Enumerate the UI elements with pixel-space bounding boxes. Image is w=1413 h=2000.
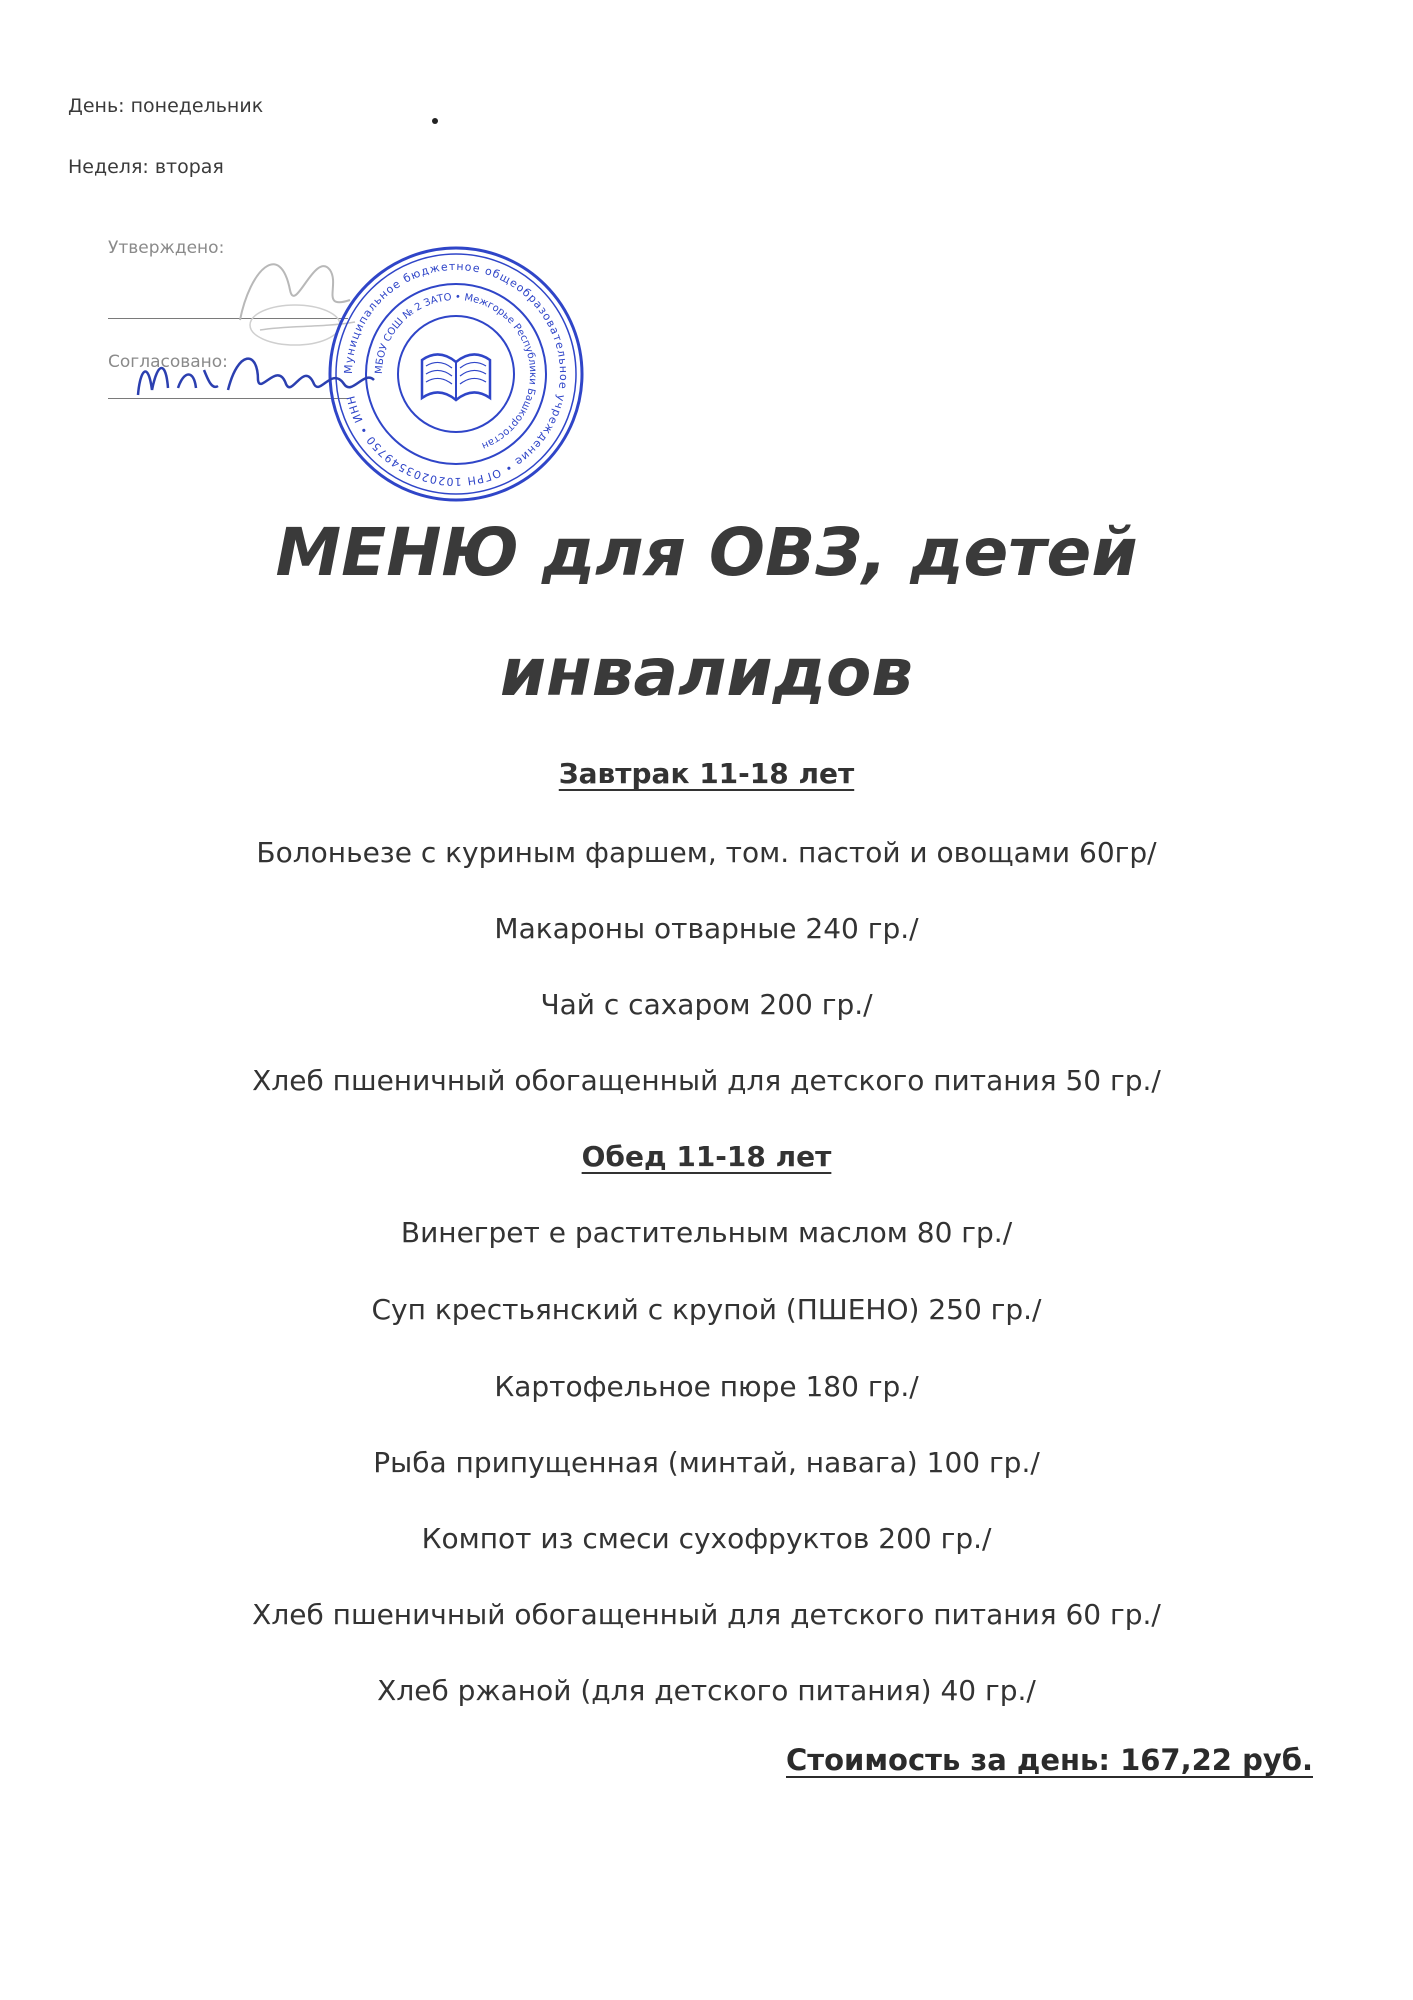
page-title-line-2: инвалидов (499, 634, 914, 711)
page-title-line-1: МЕНЮ для ОВЗ, детей (275, 514, 1138, 591)
breakfast-heading: Завтрак 11-18 лет (558, 757, 855, 790)
lunch-item: Винегрет е растительным маслом 80 гр./ (400, 1216, 1013, 1249)
lunch-item: Суп крестьянский с крупой (ПШЕНО) 250 гр./ (371, 1293, 1042, 1326)
lunch-heading: Обед 11-18 лет (581, 1140, 832, 1173)
svg-text:Муниципальное бюджетное общеоб: Муниципальное бюджетное общеобразовательное учреждение • ОГРН 1020203549750 • ИНН (341, 259, 571, 489)
lunch-item: Компот из смеси сухофруктов 200 гр./ (421, 1522, 992, 1555)
breakfast-item: Болоньезе с куриным фаршем, том. пастой и овощами 60гр/ (256, 836, 1157, 869)
day-label: День: понедельник (68, 95, 264, 117)
breakfast-item: Макароны отварные 240 гр./ (494, 912, 919, 945)
week-label: Неделя: вторая (68, 156, 224, 178)
breakfast-item: Хлеб пшеничный обогащенный для детского питания 50 гр./ (252, 1064, 1161, 1097)
svg-text:МБОУ СОШ № 2 ЗАТО • Межгорье Р: МБОУ СОШ № 2 ЗАТО • Межгорье Республики Башкортостан (373, 291, 539, 452)
approved-label: Утверждено: (108, 238, 225, 258)
breakfast-item: Чай с сахаром 200 гр./ (540, 988, 873, 1021)
stray-dot (432, 118, 438, 124)
agreed-signature (108, 340, 388, 410)
lunch-item: Хлеб ржаной (для детского питания) 40 гр./ (377, 1674, 1036, 1707)
daily-cost: Стоимость за день: 167,22 руб. (786, 1743, 1313, 1777)
lunch-item: Рыба припущенная (минтай, навага) 100 гр./ (373, 1446, 1040, 1479)
lunch-item: Картофельное пюре 180 гр./ (494, 1370, 919, 1403)
agreed-label: Согласовано: (108, 352, 228, 372)
lunch-item: Хлеб пшеничный обогащенный для детского питания 60 гр./ (252, 1598, 1161, 1631)
